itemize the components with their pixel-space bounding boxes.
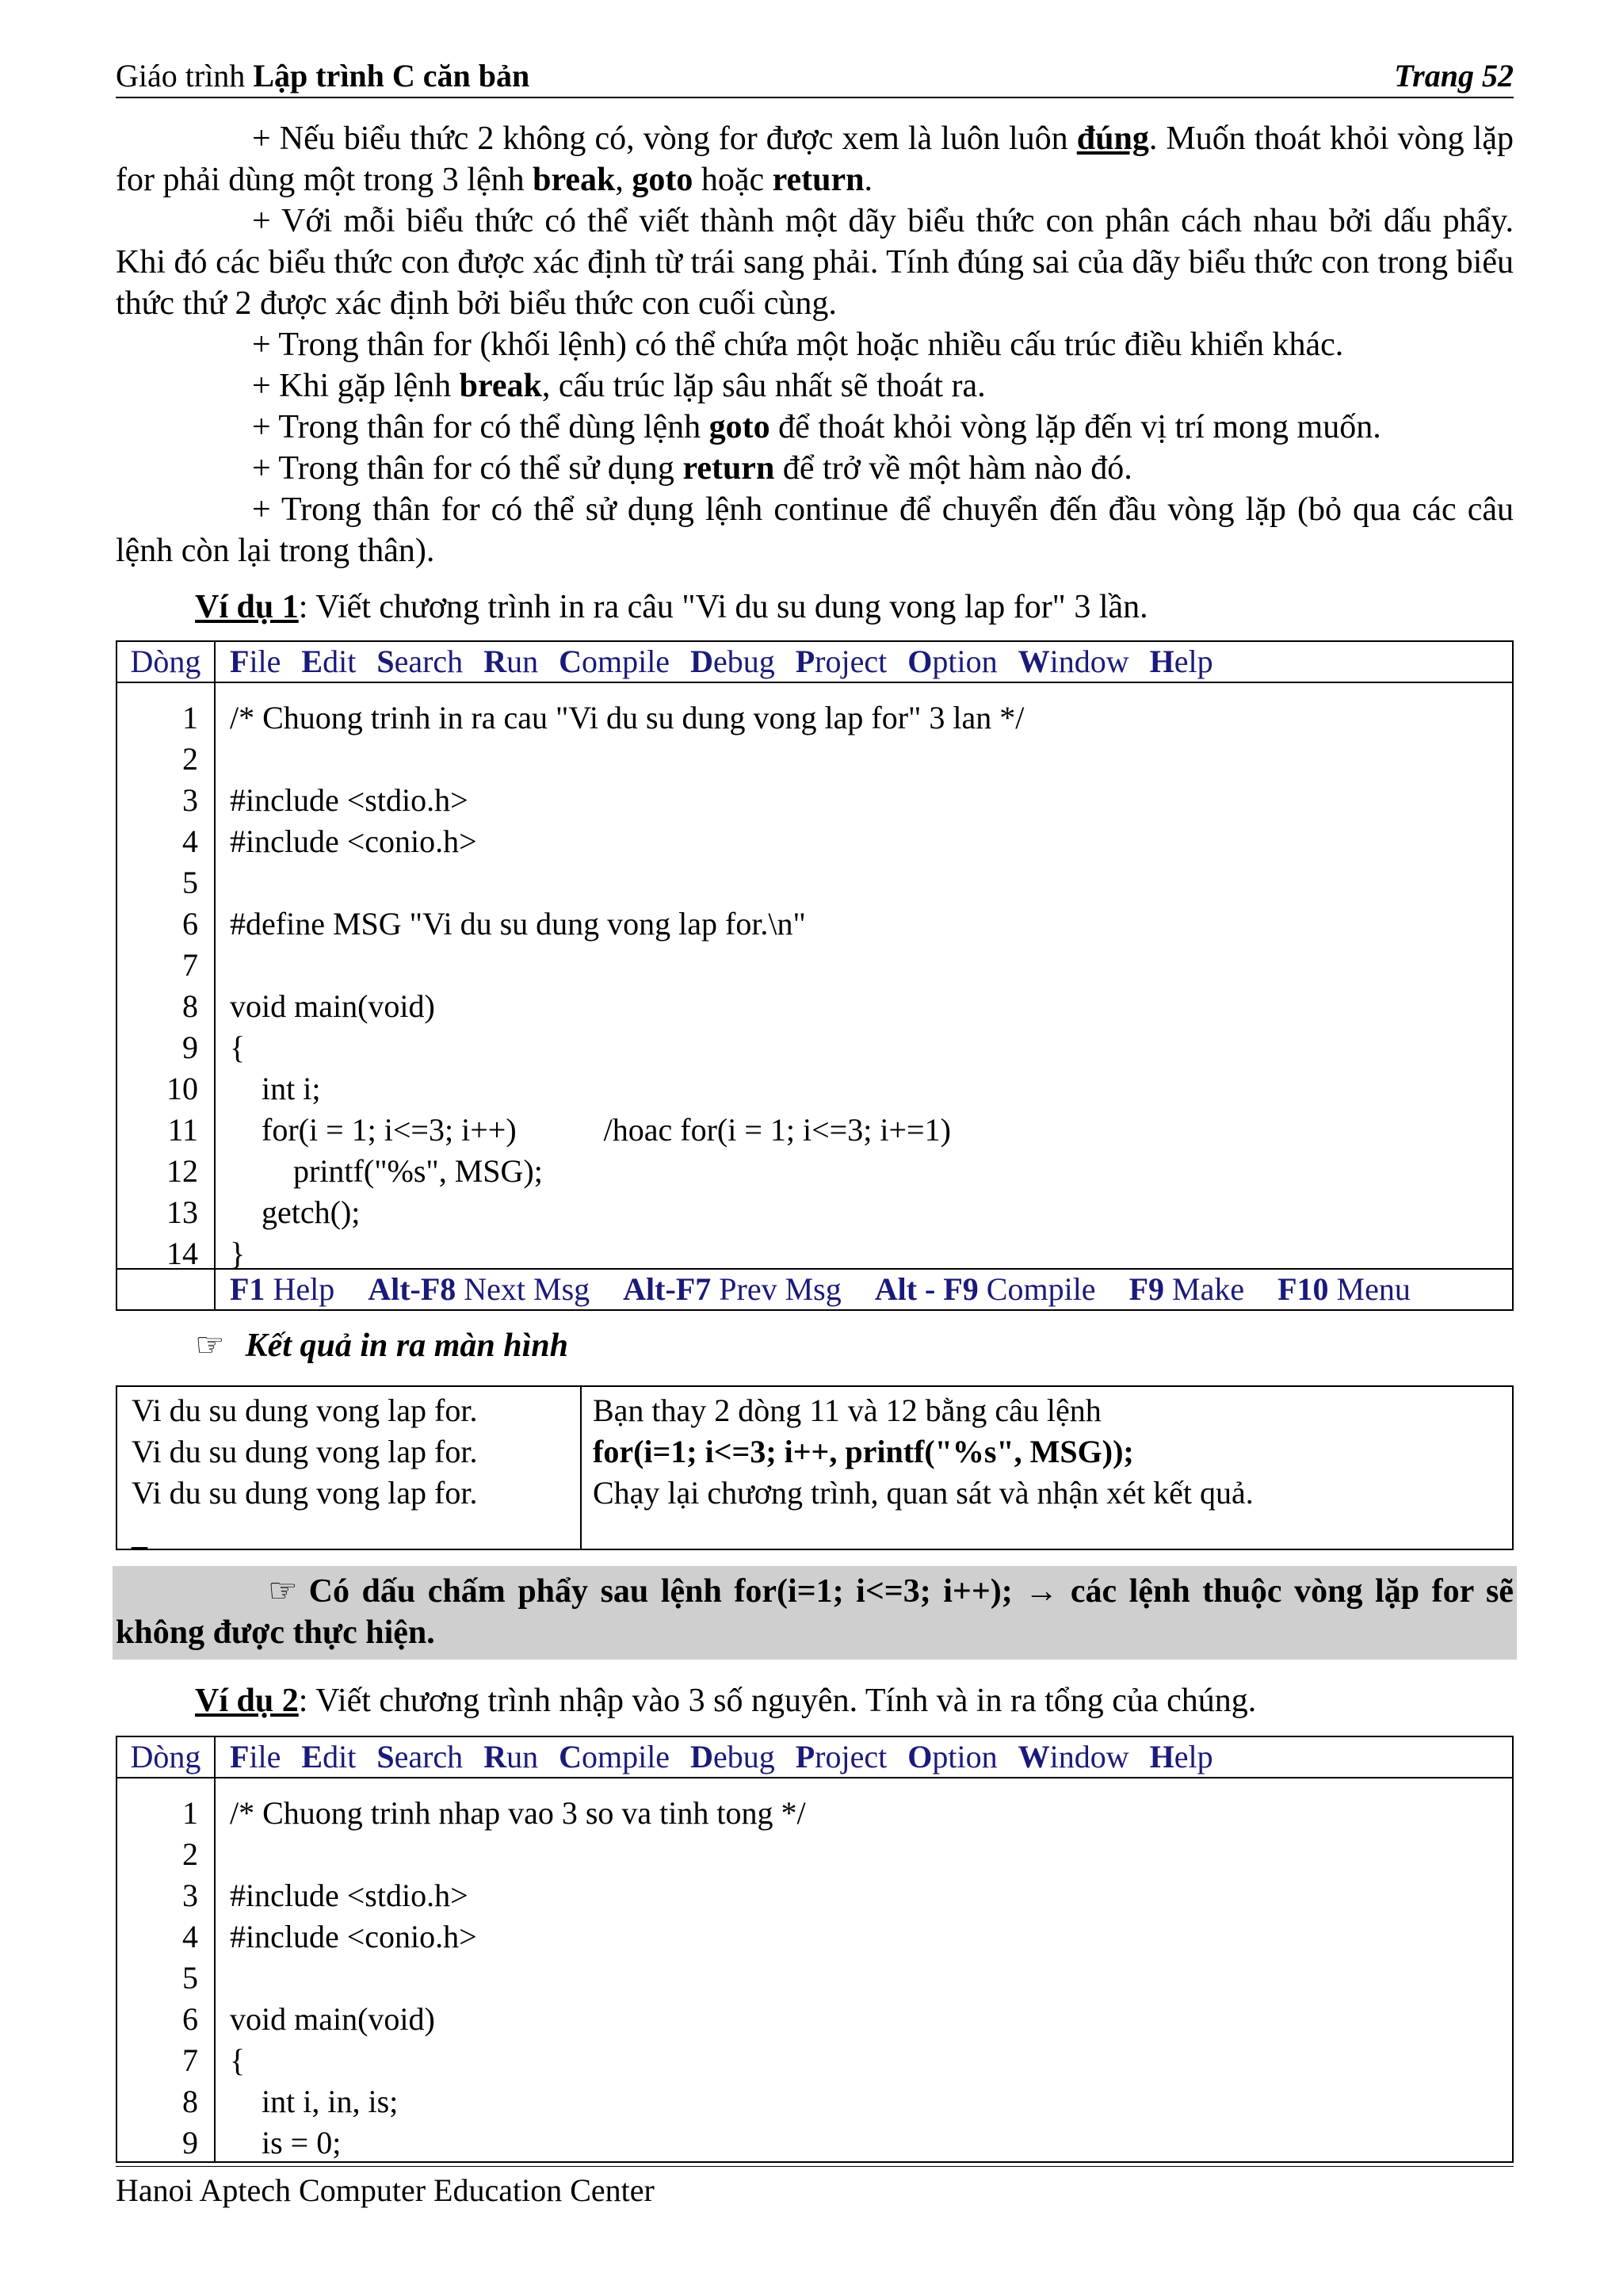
menu-label: roject <box>815 644 888 679</box>
output-cursor: _ <box>132 1516 147 1552</box>
menu-item[interactable] <box>796 1739 888 1775</box>
example-label: Ví dụ 2 <box>195 1683 299 1719</box>
line-number: 7 <box>182 2042 198 2078</box>
menu-item[interactable] <box>1018 644 1129 679</box>
code-line: /* Chuong trinh nhap vao 3 so va tinh tong */ <box>230 1795 806 1831</box>
code-line: #include <stdio.h> <box>230 1878 468 1913</box>
code-line: /* Chuong trinh in ra cau "Vi du su dung vong lap for" 3 lan */ <box>230 700 1025 735</box>
note-paragraph-1 <box>116 118 1514 201</box>
menu-hotkey: D <box>690 1739 713 1775</box>
menu-hotkey: F <box>230 1739 250 1775</box>
text: . <box>864 162 873 198</box>
code-line: #include <conio.h> <box>230 823 477 859</box>
menu-hotkey: D <box>690 644 713 679</box>
menu-item[interactable] <box>376 1739 463 1775</box>
warning-note-text <box>113 1571 1517 1653</box>
menu-label: indow <box>1049 1739 1129 1775</box>
line-number: 7 <box>182 947 198 983</box>
function-key-label: Compile <box>978 1271 1096 1307</box>
text: + Trong thân for có thể sử dụng <box>252 450 683 487</box>
editor-menu-bar <box>117 642 1512 683</box>
result-table <box>116 1385 1514 1550</box>
menu-label: ompile <box>581 644 670 679</box>
menu-hotkey: S <box>376 644 395 679</box>
code-line: int i, in, is; <box>230 2084 399 2119</box>
line-number: 5 <box>182 865 198 900</box>
function-key-label: Menu <box>1328 1271 1411 1307</box>
line-number: 9 <box>182 2125 198 2160</box>
text: . Muốn thoát khỏi vòng lặp for phải dùng một trong 3 lệnh <box>116 120 1514 198</box>
line-column-header: Dòng <box>130 644 201 679</box>
note-paragraph-6 <box>252 448 1132 489</box>
note-paragraph-3: + Trong thân for (khối lệnh) có thể chứa một hoặc nhiều cấu trúc điều khiển khác. <box>252 327 1344 363</box>
line-number: 9 <box>182 1030 198 1065</box>
line-column-header: Dòng <box>130 1739 201 1775</box>
code-line: for(i = 1; i<=3; i++) /hoac for(i = 1; i<=3; i+=1) <box>230 1112 951 1148</box>
example-2-heading <box>195 1680 1256 1721</box>
menu-hotkey: S <box>376 1739 395 1775</box>
keyword: break <box>533 162 616 198</box>
menu-item[interactable] <box>301 1739 356 1775</box>
line-number: 1 <box>182 1795 198 1831</box>
text: + Nếu biểu thức 2 không có, vòng for được xem là luôn luôn <box>252 120 1077 157</box>
output-line: Vi du su dung vong lap for. <box>132 1434 478 1469</box>
menu-hotkey: E <box>301 1739 323 1775</box>
line-number: 6 <box>182 906 198 942</box>
keyword: return <box>772 162 865 198</box>
line-number: 14 <box>166 1236 198 1271</box>
screen-output <box>132 1390 477 1555</box>
function-key: Alt-F7 <box>623 1271 712 1307</box>
function-key: F10 <box>1277 1271 1329 1307</box>
code-editor-1 <box>116 640 1514 1311</box>
text: để trở về một hàm nào đó. <box>774 450 1132 487</box>
line-number: 8 <box>182 988 198 1024</box>
function-key: F9 <box>1128 1271 1164 1307</box>
menu-hotkey: R <box>483 1739 507 1775</box>
menu-items <box>230 1737 1234 1777</box>
function-key-label: Prev Msg <box>711 1271 842 1307</box>
line-number: 13 <box>166 1194 198 1230</box>
code-line: { <box>230 2042 246 2078</box>
example-1-heading <box>195 586 1148 628</box>
menu-label: ebug <box>712 644 775 679</box>
menu-label: ompile <box>581 1739 670 1775</box>
menu-item[interactable] <box>559 1739 670 1775</box>
menu-hotkey: O <box>907 1739 933 1775</box>
result-title-text: Kết quả in ra màn hình <box>245 1328 568 1364</box>
line-number: 4 <box>182 823 198 859</box>
warning-note <box>113 1566 1517 1660</box>
line-number: 2 <box>182 1836 198 1872</box>
output-line: Vi du su dung vong lap for. <box>132 1392 478 1428</box>
menu-hotkey: R <box>483 644 507 679</box>
menu-label: elp <box>1174 1739 1213 1775</box>
menu-label: dit <box>323 644 357 679</box>
code-line: #define MSG "Vi du su dung vong lap for.\n" <box>230 906 806 942</box>
header-prefix: Giáo trình <box>116 58 254 94</box>
menu-hotkey: C <box>559 1739 582 1775</box>
menu-hotkey: O <box>907 644 933 679</box>
page-header <box>116 55 1514 98</box>
line-number: 3 <box>182 1878 198 1913</box>
menu-item[interactable] <box>230 644 281 679</box>
code-line: { <box>230 1030 246 1065</box>
menu-item[interactable] <box>559 644 670 679</box>
function-key: F1 <box>230 1271 265 1307</box>
editor-menu-bar <box>117 1737 1512 1778</box>
example-text: : Viết chương trình nhập vào 3 số nguyên. Tính và in ra tổng của chúng. <box>298 1683 1257 1719</box>
code-line: getch(); <box>230 1194 361 1230</box>
code-editor-2 <box>116 1736 1514 2162</box>
menu-label: ption <box>932 644 998 679</box>
code-line: void main(void) <box>230 988 435 1024</box>
header-title <box>116 55 529 97</box>
tip-line: Bạn thay 2 dòng 11 và 12 bằng câu lệnh <box>593 1392 1102 1428</box>
text-emphasis: đúng <box>1076 120 1149 157</box>
menu-hotkey: H <box>1149 1739 1174 1775</box>
editor-status-bar <box>117 1268 1512 1309</box>
note-paragraph-5 <box>252 407 1381 448</box>
menu-hotkey: P <box>795 644 815 679</box>
footer-rule-thin <box>116 2166 1514 2167</box>
text: , <box>615 162 632 198</box>
code-line: printf("%s", MSG); <box>230 1153 543 1189</box>
header-book-title: Lập trình C căn bản <box>253 58 530 94</box>
keyword: goto <box>632 162 693 198</box>
menu-hotkey: W <box>1018 1739 1050 1775</box>
tip-code: for(i=1; i<=3; i++, printf("%s", MSG)); <box>593 1434 1134 1469</box>
menu-hotkey: H <box>1149 644 1174 679</box>
note-paragraph-2: + Với mỗi biểu thức có thể viết thành một dãy biểu thức con phân cách nhau bởi dấu phẩy. Khi đó các biểu thức con được xác định từ trái sang phải. Tính đúng sai của dãy biểu thức con trong biểu thức thứ 2 được xác định bởi biểu thức con cuối cùng. <box>116 203 1514 322</box>
menu-label: earch <box>394 1739 464 1775</box>
menu-item[interactable] <box>301 644 356 679</box>
line-number: 12 <box>166 1153 198 1189</box>
menu-item[interactable] <box>907 644 997 679</box>
example-text: : Viết chương trình in ra câu "Vi du su dung vong lap for" 3 lần. <box>298 589 1148 625</box>
function-key-label: Make <box>1164 1271 1245 1307</box>
result-heading <box>195 1325 568 1366</box>
menu-hotkey: P <box>795 1739 815 1775</box>
result-divider <box>580 1387 582 1549</box>
page-number: Trang 52 <box>1394 58 1514 94</box>
hand-pointing-icon: ☞ <box>195 1328 225 1364</box>
text: hoặc <box>693 162 773 198</box>
function-key-hint <box>875 1271 1096 1307</box>
line-number: 6 <box>182 2001 198 2037</box>
code-line: is = 0; <box>230 2125 342 2160</box>
text: để thoát khỏi vòng lặp đến vị trí mong muốn. <box>769 409 1381 445</box>
menu-item[interactable] <box>230 1739 281 1775</box>
menu-label: un <box>506 644 539 679</box>
exercise-tip <box>593 1390 1254 1514</box>
menu-label: ebug <box>712 1739 775 1775</box>
function-key-hints <box>230 1270 1444 1309</box>
menu-label: ile <box>249 1739 281 1775</box>
page-footer: Hanoi Aptech Computer Education Center <box>116 2172 655 2208</box>
menu-item[interactable] <box>796 644 888 679</box>
menu-label: ile <box>249 644 281 679</box>
line-number: 4 <box>182 1919 198 1954</box>
text: + Trong thân for có thể dùng lệnh <box>252 409 709 445</box>
function-key-hint <box>1277 1271 1411 1307</box>
line-number: 5 <box>182 1960 198 1996</box>
menu-label: roject <box>815 1739 888 1775</box>
menu-label: elp <box>1174 644 1213 679</box>
menu-item[interactable] <box>1150 644 1213 679</box>
code-line: #include <conio.h> <box>230 1919 477 1954</box>
menu-item[interactable] <box>907 1739 997 1775</box>
line-number: 8 <box>182 2084 198 2119</box>
menu-hotkey: W <box>1018 644 1050 679</box>
line-number: 11 <box>167 1112 198 1148</box>
function-key-label: Help <box>265 1271 335 1307</box>
menu-item[interactable] <box>1018 1739 1129 1775</box>
menu-item[interactable] <box>483 644 538 679</box>
menu-hotkey: E <box>301 644 323 679</box>
menu-label: earch <box>394 644 464 679</box>
menu-label: un <box>506 1739 539 1775</box>
line-number-divider <box>214 1737 216 2162</box>
menu-item[interactable] <box>690 1739 775 1775</box>
menu-item[interactable] <box>690 644 775 679</box>
code-line: #include <stdio.h> <box>230 782 468 818</box>
footer-rule <box>116 2161 1514 2163</box>
tip-line: Chạy lại chương trình, quan sát và nhận xét kết quả. <box>593 1475 1254 1511</box>
note-paragraph-7: + Trong thân for có thể sử dụng lệnh continue để chuyển đến đầu vòng lặp (bỏ qua các câu lệnh còn lại trong thân). <box>116 491 1514 569</box>
line-number: 10 <box>166 1071 198 1106</box>
text: , cấu trúc lặp sâu nhất sẽ thoát ra. <box>541 368 986 404</box>
keyword: return <box>682 450 775 487</box>
menu-item[interactable] <box>1150 1739 1213 1775</box>
code-line: void main(void) <box>230 2001 435 2037</box>
hand-pointing-icon: ☞ <box>268 1573 298 1610</box>
menu-items <box>230 642 1234 682</box>
function-key-hint <box>623 1271 842 1307</box>
note-paragraph-4 <box>252 365 986 407</box>
warning-text: Có dấu chấm phẩy sau lệnh for(i=1; i<=3; i++); → các lệnh thuộc vòng lặp for sẽ không được thực hiện. <box>116 1573 1514 1651</box>
function-key: Alt-F8 <box>368 1271 456 1307</box>
function-key: Alt - F9 <box>874 1271 979 1307</box>
text: + Khi gặp lệnh <box>252 368 460 404</box>
code-line: } <box>230 1236 246 1271</box>
keyword: break <box>459 368 542 404</box>
menu-label: indow <box>1049 644 1129 679</box>
line-number: 1 <box>182 700 198 735</box>
menu-hotkey: F <box>230 644 250 679</box>
function-key-hint <box>1129 1271 1245 1307</box>
line-number: 2 <box>182 741 198 777</box>
menu-hotkey: C <box>559 644 582 679</box>
menu-label: dit <box>323 1739 357 1775</box>
function-key-label: Next Msg <box>456 1271 590 1307</box>
function-key-hint <box>368 1271 590 1307</box>
example-label: Ví dụ 1 <box>195 589 299 625</box>
line-number: 3 <box>182 782 198 818</box>
function-key-hint <box>230 1271 334 1307</box>
menu-label: ption <box>932 1739 998 1775</box>
output-line: Vi du su dung vong lap for. <box>132 1475 478 1511</box>
menu-item[interactable] <box>376 644 463 679</box>
keyword: goto <box>708 409 770 445</box>
line-number-divider <box>214 642 216 1309</box>
menu-item[interactable] <box>483 1739 538 1775</box>
code-line: int i; <box>230 1071 321 1106</box>
